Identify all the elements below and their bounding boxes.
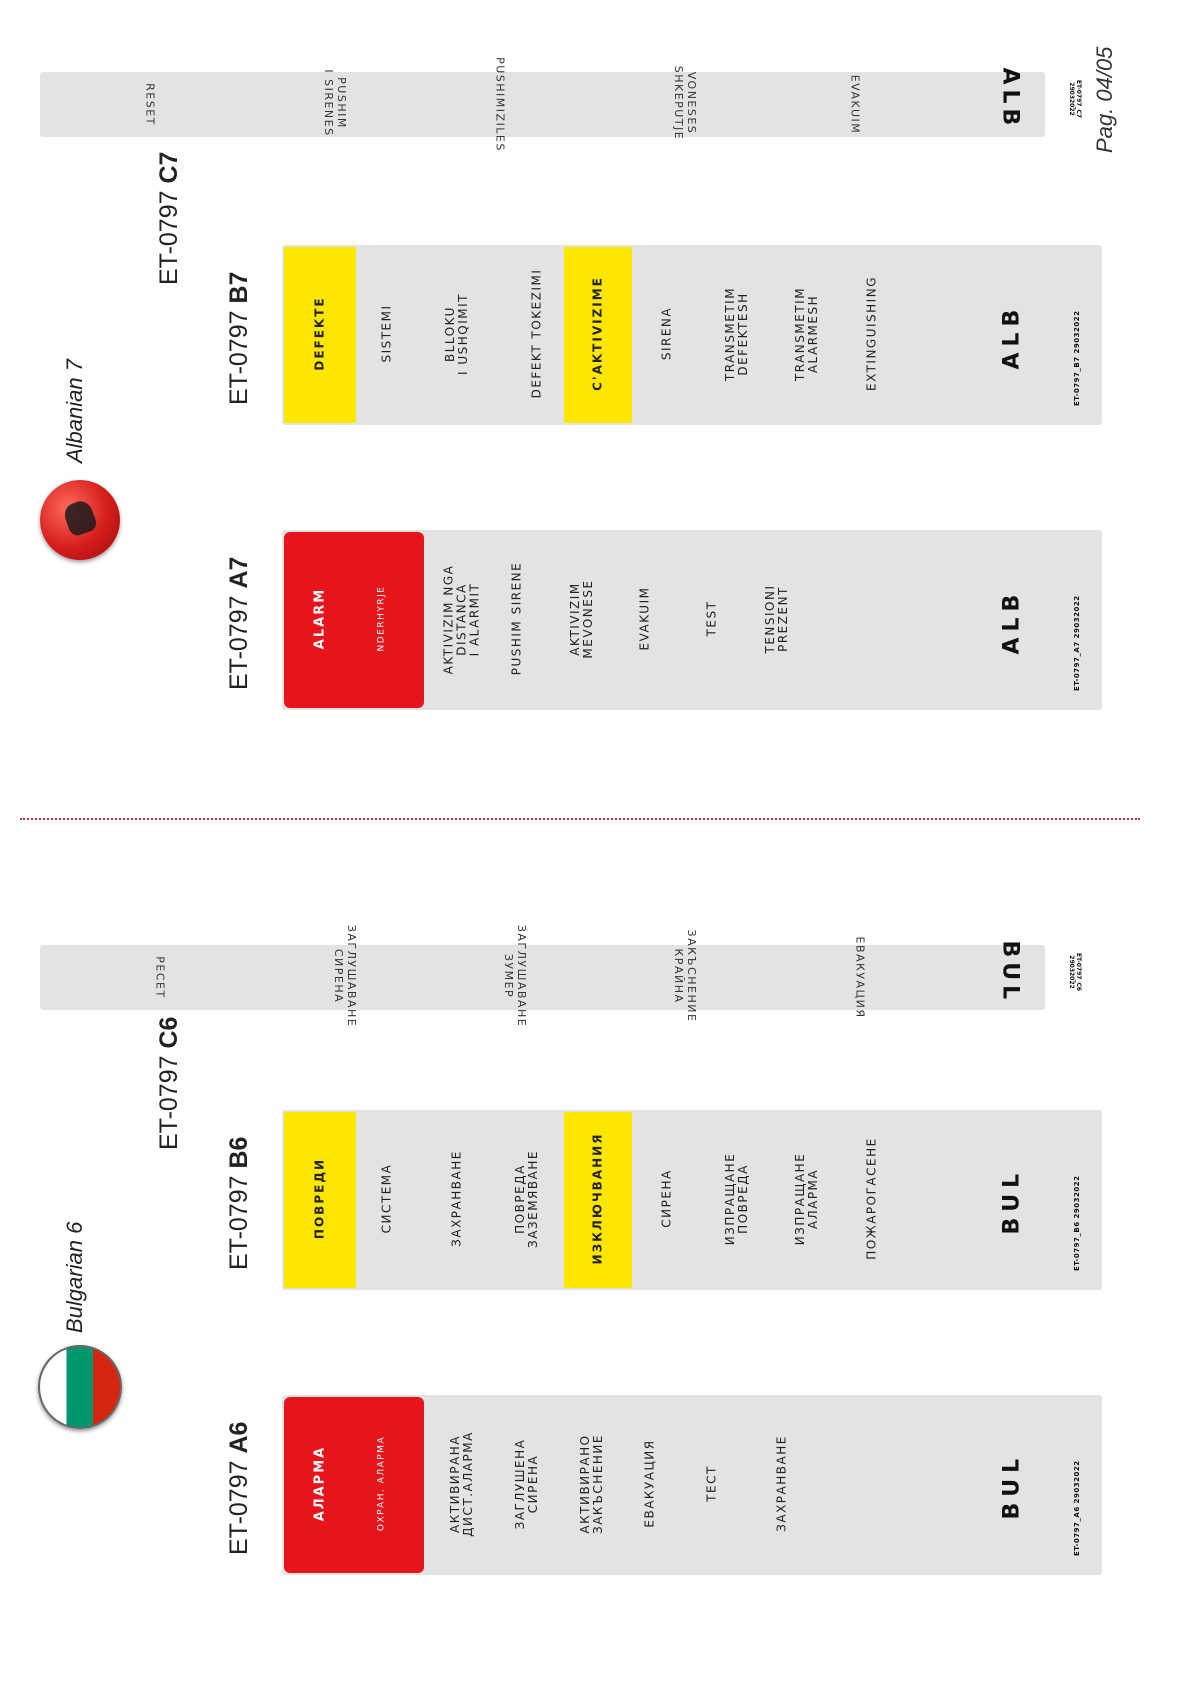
b6-item-sistema: СИСТЕМА — [379, 1163, 394, 1234]
c6-item-zakasnenie: ЗАКЪСНЕНИЕ КРАЙНА — [672, 929, 698, 1023]
panel-a7 — [282, 530, 1102, 710]
a7-item-pushim-sirene: PUSHIM SIRENE — [509, 561, 524, 676]
a6-header-alarma-sub: ОХРАН. АЛАРМА — [376, 1435, 387, 1532]
page-number: Pag. 04/05 — [1092, 46, 1117, 153]
a7-header-alarm — [284, 532, 424, 708]
c7-code: ALB — [997, 67, 1023, 131]
b6-item-povreda: ПОВРЕДА ЗАЗЕМЯВАНЕ — [513, 1150, 540, 1248]
b7-header-caktivizime-label: C'AKTIVIZIME — [590, 276, 605, 391]
b6-item-sirena: СИРЕНА — [659, 1169, 674, 1228]
a7-header-alarm-label: ALARM — [312, 587, 328, 650]
a7-file: ET-0797_A7 29032022 — [1073, 595, 1081, 691]
b6-header-izkluchvania-label: ИЗКЛЮЧВАНИЯ — [590, 1132, 605, 1265]
c7-item-voneses: VONESES SHKEPUTJE — [672, 65, 698, 141]
title-a6: ET-0797 A6 — [225, 1421, 253, 1555]
b7-item-trans1: TRANSMETIM DEFEKTESH — [723, 286, 750, 382]
a6-item-zahranvane: ЗАХРАНВАНЕ — [774, 1435, 789, 1532]
title-a7: ET-0797 A7 — [225, 556, 253, 690]
a7-code: ALB — [999, 588, 1025, 655]
a7-item-test: TEST — [704, 600, 719, 637]
c7-item-pushimiziles: PUSHIMIZILES — [493, 57, 507, 152]
panel-c7 — [40, 57, 1082, 152]
a6-header-alarma-label: АЛАРМА — [312, 1445, 328, 1522]
a6-item-evakuacia: ЕВАКУАЦИЯ — [642, 1439, 657, 1528]
c6-item-zaglush-zumer: ЗАГЛУШАВАНЕ ЗУМЕР — [502, 924, 528, 1028]
c7-item-evakuim: EVAKUIM — [848, 74, 862, 135]
c6-item-zaglush-sirena: ЗАГЛУШАВАНЕ СИРЕНА — [332, 924, 358, 1028]
c7-item-reset: RESET — [143, 83, 157, 126]
b7-code: ALB — [999, 303, 1025, 370]
b7-item-ext: EXTINGUISHING — [864, 276, 879, 392]
language-albanian: Albanian 7 — [62, 359, 87, 463]
c7-file: ET-0797_C7 29032022 — [1068, 79, 1082, 119]
c6-item-reset: РЕСЕТ — [153, 956, 167, 999]
b7-item-defekt: DEFEKT TOKEZIMI — [529, 268, 544, 399]
c6-file: ET-0797_C6 29032022 — [1068, 952, 1082, 992]
page-divider — [20, 818, 1140, 820]
b6-item-izprashtane-povreda: ИЗПРАЩАНЕ ПОВРЕДА — [723, 1152, 750, 1246]
b6-code: BUL — [999, 1167, 1025, 1235]
a6-file: ET-0797_A6 29032022 — [1073, 1460, 1081, 1556]
a6-item-zaglushena: ЗАГЛУШЕНА СИРЕНА — [513, 1438, 540, 1530]
panel-c6 — [40, 924, 1082, 1028]
b7-file: ET-0797_B7 29032022 — [1073, 310, 1081, 406]
c6-code: BUL — [997, 940, 1023, 1005]
a6-item-aktivirano: АКТИВИРАНО ЗАКЪСНЕНИЕ — [578, 1434, 605, 1534]
b6-item-izprashtane-alarma: ИЗПРАЩАНЕ АЛАРМА — [793, 1152, 820, 1246]
b6-item-zahranvane: ЗАХРАНВАНЕ — [449, 1150, 464, 1247]
title-c6: ET-0797 C6 — [155, 1016, 183, 1150]
b7-item-trans2: TRANSMETIM ALARMESH — [793, 286, 820, 382]
a6-item-test: ТЕСТ — [704, 1465, 719, 1502]
title-b6: ET-0797 B6 — [225, 1136, 253, 1270]
bulgaria-flag-icon — [38, 1345, 122, 1429]
a7-item-evakuim: EVAKUIM — [637, 586, 652, 651]
title-b7: ET-0797 B7 — [225, 271, 253, 405]
a7-item-aktivizim-mevonese: AKTIVIZIM MEVONESE — [568, 579, 595, 659]
a7-header-alarm-sub: NDERHYRJE — [376, 585, 387, 652]
albania-flag-icon — [40, 480, 120, 560]
b6-item-pojarogasene: ПОЖАРОГАСЕНЕ — [864, 1137, 879, 1260]
a6-code: BUL — [999, 1452, 1025, 1520]
b7-item-sistemi: SISTEMI — [379, 304, 394, 363]
c6-item-evakuacia: ЕВАКУАЦИЯ — [853, 936, 867, 1019]
language-bulgarian: Bulgarian 6 — [62, 1221, 87, 1333]
a7-item-aktivizim-distanca: AKTIVIZIM NGA DISTANCA I ALARMIT — [441, 564, 482, 675]
a6-item-aktivirana: АКТИВИРАНА ДИСТ.АЛАРМА — [448, 1431, 475, 1537]
c7-item-pushim: PUSHIM I SIRENES — [322, 69, 348, 137]
a6-header-alarma — [284, 1397, 424, 1573]
a7-item-tensioni: TENSIONI PREZENT — [763, 584, 790, 654]
b7-item-blloku: BLLOKU I USHQIMIT — [443, 293, 470, 375]
panel-b7 — [282, 245, 1102, 425]
b7-header-defekte-label: DEFEKTE — [312, 296, 327, 371]
title-c7: ET-0797 C7 — [155, 151, 183, 285]
panel-a6 — [282, 1395, 1102, 1575]
b6-header-povredi-label: ПОВРЕДИ — [312, 1157, 327, 1240]
panel-b6 — [282, 1110, 1102, 1290]
b6-file: ET-0797_B6 29032022 — [1073, 1175, 1081, 1271]
b7-item-sirena: SIRENA — [659, 306, 674, 361]
